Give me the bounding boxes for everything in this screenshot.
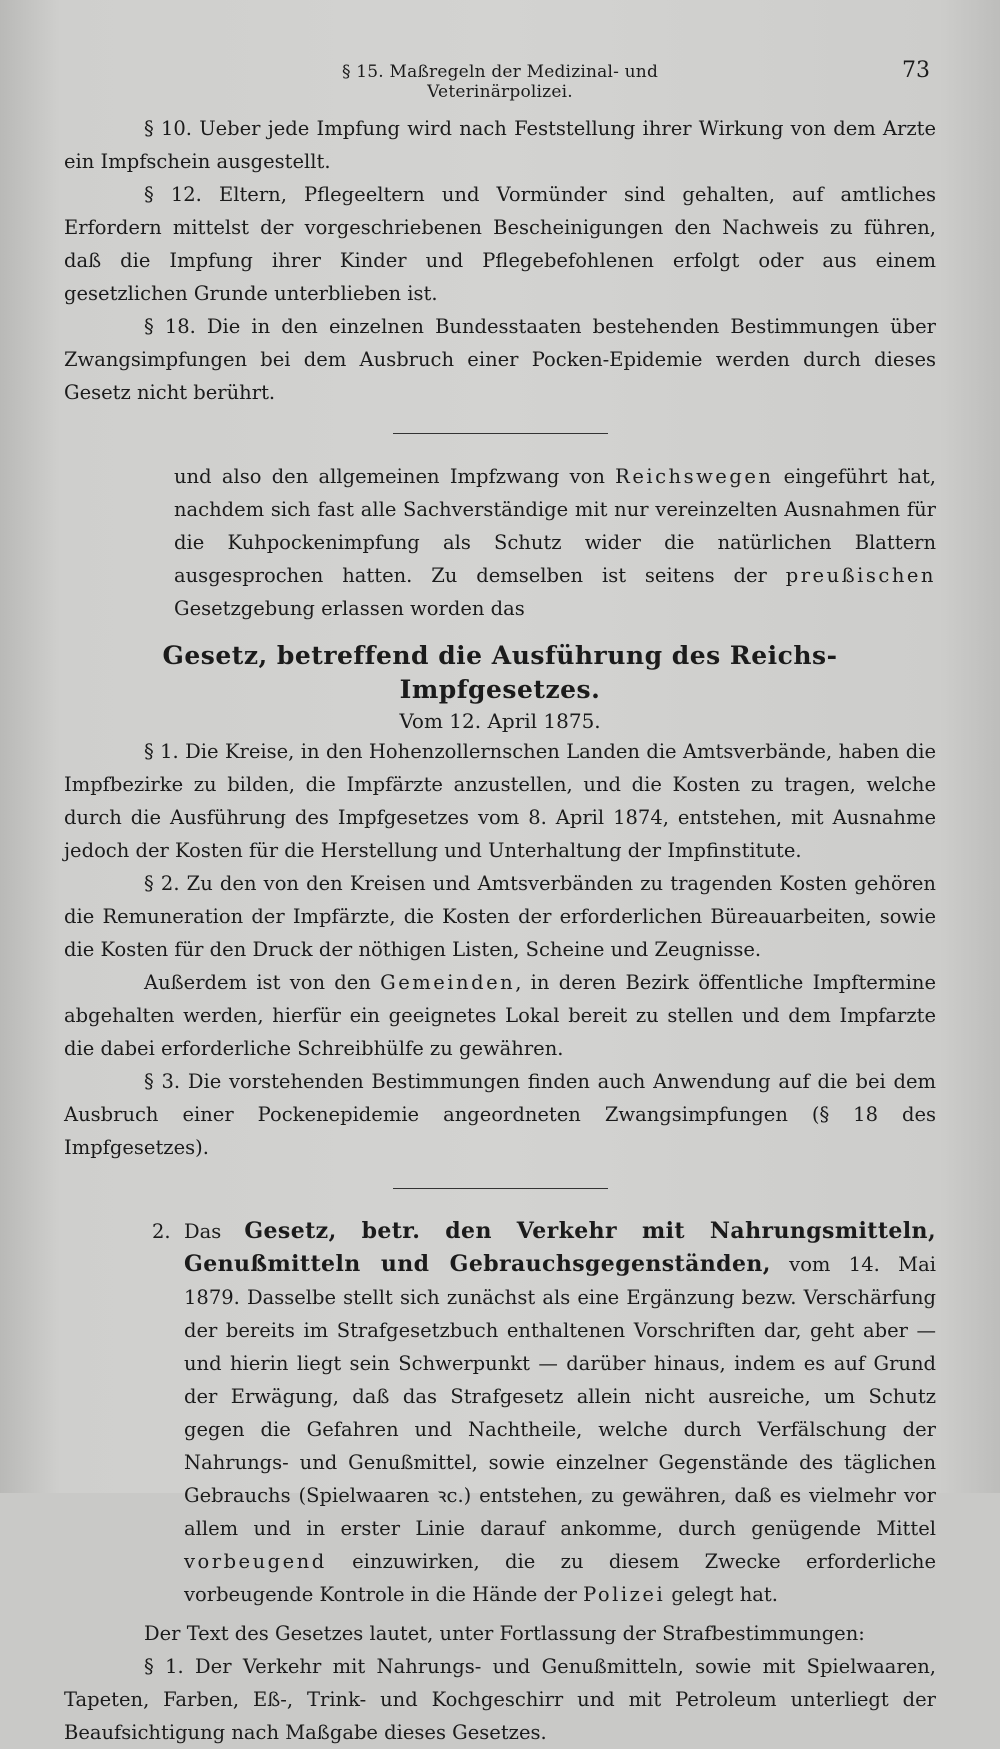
paragraph-section-10: § 10. Ueber jede Impfung wird nach Feststellung ihrer Wirkung von dem Arzte ein Impfschein ausgestellt. [64, 117, 936, 173]
law-section-2-continued [64, 966, 936, 1065]
intro-emphasis-2: preußischen [785, 564, 936, 587]
page-number: 73 [902, 58, 930, 83]
law-section-3: § 3. Die vorstehenden Bestimmungen finden auch Anwendung auf die bei dem Ausbruch einer Pockenepidemie angeordneten Zwangsimpfungen (§ 18 des Impfgesetzes). [64, 1070, 936, 1159]
item-text-3: gelegt hat. [665, 1583, 778, 1606]
item-lead: Das [184, 1220, 245, 1243]
item-text-1: vom 14. Mai 1879. Dasselbe stellt sich zunächst als eine Ergänzung bezw. Verschärfung der bereits im Strafgesetzbuch enthaltenen Vorschriften dar, geht aber — und hierin liegt sein Schwerpunkt — darüber hinaus, indem es auf Grund der Erwägung, daß das Strafgesetz allein nicht ausreiche, um Schutz gegen die Gefahren und Nachtheile, welche durch Verfälschung der Nahrungs- und Genußmittel, sowie einzelner Gegenstände des täglichen Gebrauchs (Spielwaaren ꝛc.) entstehen, zu gewähren, daß es vielmehr vor allem und in erster Linie darauf ankomme, durch genügende Mittel [184, 1253, 937, 1540]
intro-text-1: und also den allgemeinen Impfzwang von [174, 465, 616, 488]
numbered-item-2 [152, 1215, 937, 1611]
section-divider [393, 433, 608, 434]
law-section-2: § 2. Zu den von den Kreisen und Amtsverbänden zu tragenden Kosten gehören die Remuneration der Impfärzte, die Kosten der erforderlichen Büreauarbeiten, sowie die Kosten für den Druck der nöthigen Listen, Scheine und Zeugnisse. [64, 872, 936, 961]
item-text-2: einzuwirken, die zu diesem Zwecke erforderliche vorbeugende Kontrole in die Hände der [184, 1550, 936, 1606]
paragraph-section-18: § 18. Die in den einzelnen Bundesstaaten bestehenden Bestimmungen über Zwangsimpfungen bei dem Ausbruch einer Pocken-Epidemie werden durch dieses Gesetz nicht berührt. [64, 315, 936, 404]
law-emphasis: Gemeinden [380, 971, 516, 994]
law-date: Vom 12. April 1875. [399, 709, 601, 733]
running-header: § 15. Maßregeln der Medizinal- und Veterinärpolizei. [341, 62, 659, 102]
law-title: Gesetz, betreffend die Ausführung des Reichs-Impfgesetzes. [162, 641, 838, 704]
page-body [64, 112, 936, 1749]
intro-text-3: Gesetzgebung erlassen worden das [174, 597, 525, 620]
item-law-title: Gesetz, betr. den Verkehr mit Nahrungsmitteln, Genußmitteln und Gebrauchsgegenständen, [184, 1218, 936, 1277]
law-text-2: , in deren Bezirk öffentliche Impftermine abgehalten werden, hierfür ein geeignetes Lokal bereit zu stellen und dem Impfarzte die dabei erforderliche Schreibhülfe zu gewähren. [64, 971, 936, 1060]
law-text-1: Außerdem ist von den [144, 971, 381, 994]
intro-text-2: eingeführt hat, nachdem sich fast alle Sachverständige mit nur vereinzelten Ausnahmen für die Kuhpockenimpfung als Schutz wider die natürlichen Blattern ausgesprochen hatten. Zu demselben ist seitens der [174, 465, 937, 587]
item-number: 2. [152, 1220, 171, 1243]
section-divider-2 [393, 1188, 608, 1189]
item-emphasis-1: vorbeugend [184, 1550, 327, 1573]
text-intro: Der Text des Gesetzes lautet, unter Fortlassung der Strafbestimmungen: [144, 1622, 865, 1645]
law2-section-1: § 1. Der Verkehr mit Nahrungs- und Genußmitteln, sowie mit Spielwaaren, Tapeten, Farben, Eß-, Trink- und Kochgeschirr und mit Petroleum unterliegt der Beaufsichtigung nach Maßgabe dieses Gesetzes. [64, 1655, 936, 1744]
item-emphasis-2: Polizei [583, 1583, 666, 1606]
law-section-1: § 1. Die Kreise, in den Hohenzollernschen Landen die Amtsverbände, haben die Impfbezirke zu bilden, die Impfärzte anzustellen, und die Kosten zu tragen, welche durch die Ausführung des Impfgesetzes vom 8. April 1874, entstehen, mit Ausnahme jedoch der Kosten für die Herstellung und Unterhaltung der Impfinstitute. [64, 740, 936, 862]
item-paragraph [184, 1215, 936, 1611]
intro-paragraph [174, 460, 936, 625]
paragraph-section-12: § 12. Eltern, Pflegeeltern und Vormünder sind gehalten, auf amtliches Erfordern mittelst der vorgeschriebenen Bescheinigungen den Nachweis zu führen, daß die Impfung ihrer Kinder und Pflegebefohlenen erfolgt oder aus einem gesetzlichen Grunde unterblieben ist. [64, 183, 936, 305]
intro-emphasis-1: Reichswegen [615, 465, 774, 488]
